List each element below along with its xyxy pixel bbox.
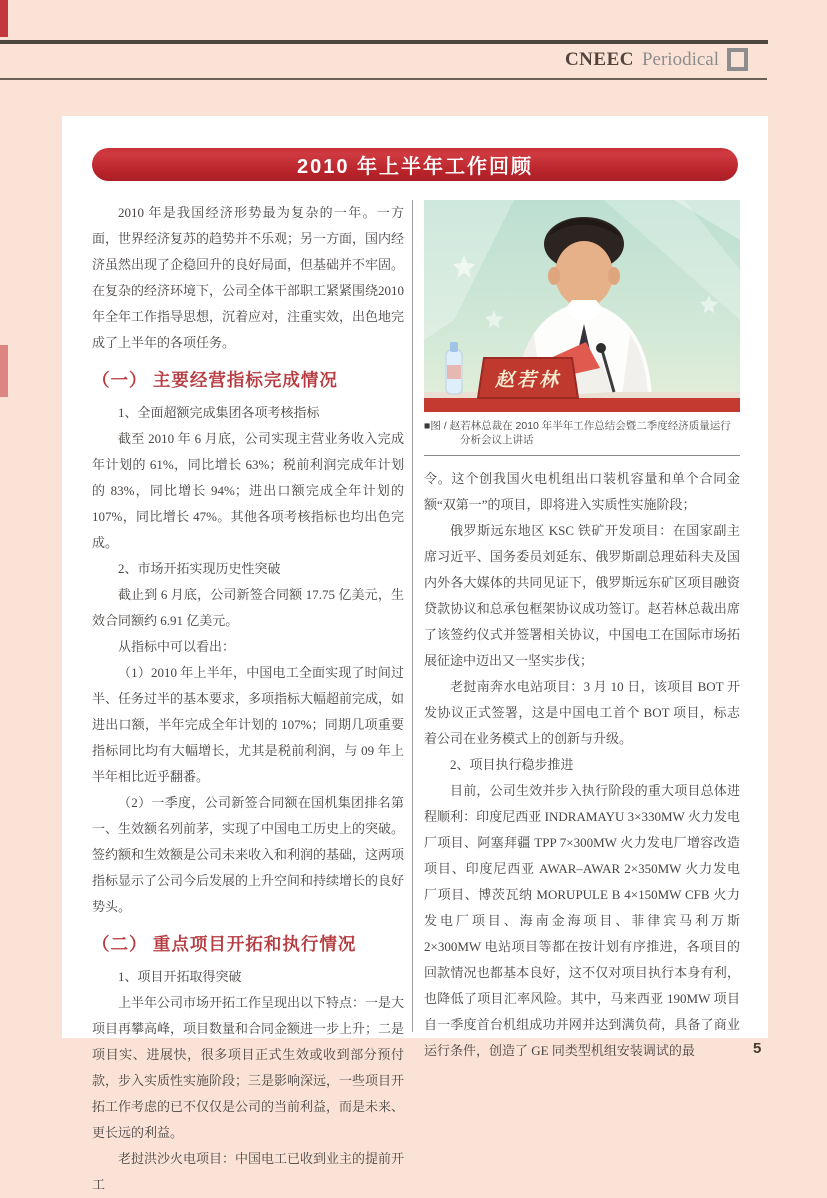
header-rule-thin xyxy=(0,78,767,80)
right-column xyxy=(424,200,740,1064)
brand-square-icon xyxy=(727,48,748,71)
brand-cneec: CNEEC xyxy=(564,48,634,70)
left-column xyxy=(92,200,404,1198)
article-title-banner: 2010 年上半年工作回顾 xyxy=(92,148,738,181)
page-number: 5 xyxy=(753,1040,762,1057)
section-2-paragraph-1: 上半年公司市场开拓工作呈现出以下特点：一是大项目再攀高峰，项目数量和合同金额进一步上升；二是项目实、进展快，很多项目正式生效或收到部分预付款，步入实质性实施阶段；三是影响深远，一些项目开拓工作考虑的已不仅仅是公司的当前利益，而是未来、更长远的利益。 xyxy=(92,995,405,1140)
right-paragraph-2: 俄罗斯远东地区 KSC 铁矿开发项目：在国家副主席习近平、国务委员刘延东、俄罗斯副总理茹科夫及国内外各大媒体的共同见证下，俄罗斯远东矿区项目融资贷款协议和总承包框架协议成功签订。赵若林总裁出席了该签约仪式并签署相关协议，中国电工在国际市场拓展征途中迈出又一坚实步伐； xyxy=(424,523,740,668)
brand-periodical: Periodical xyxy=(641,48,719,70)
column-divider xyxy=(412,200,413,1032)
photo-caption-text: 图 / 赵若林总裁在 2010 年半年工作总结会暨二季度经济质量运行分析会议上讲话 xyxy=(430,420,731,446)
section-1-paragraph-2: 截止到 6 月底，公司新签合同额 17.75 亿美元，生效合同额约 6.91 亿美元。 xyxy=(92,587,404,628)
header-brand xyxy=(0,48,748,71)
intro-paragraph: 2010 年是我国经济形势最为复杂的一年。一方面，世界经济复苏的趋势并不乐观；另一方面，国内经济虽然出现了企稳回升的良好局面，但基础并不牢固。在复杂的经济环境下，公司全体干部职工紧紧围绕2010 年全年工作指导思想，沉着应对，注重实效，出色地完成了上半年的各项任务。 xyxy=(92,205,405,350)
photo-caption xyxy=(424,419,740,447)
section-1-paragraph-5: （2）一季度，公司新签合同额在国机集团排名第一、生效额名列前茅，实现了中国电工历史上的突破。签约额和生效额是公司未来收入和利润的基础，这两项指标显示了公司今后发展的上升空间和持续增长的良好势头。 xyxy=(92,795,405,914)
right-paragraph-3: 老挝南奔水电站项目：3 月 10 日，该项目 BOT 开发协议正式签署，这是中国电工首个 BOT 项目，标志着公司在业务模式上的创新与升级。 xyxy=(424,679,740,746)
section-2-item-1: 1、项目开拓取得突破 xyxy=(118,969,242,984)
caption-divider-rule xyxy=(424,455,740,456)
left-edge-red-bar-top xyxy=(0,0,8,37)
right-paragraph-4: 目前，公司生效并步入执行阶段的重大项目总体进程顺利：印度尼西亚 INDRAMAYU 3×330MW 火力发电厂项目、阿塞拜疆 TPP 7×300MW 火力发电厂增容改造项目、印度尼西亚 AWAR–AWAR 2×350MW 火力发电厂项目、博茨瓦纳 MORUPULE B 4×150MW CFB 火力发电厂项目、海南金海项目、菲律宾马利万斯 2×300MW 电站项目等都在按计划有序推进，各项目的回款情况也都基本良好，这不仅对项目执行本身有利，也降低了项目汇率风险。其中，马来西亚 190MW 项目自一季度首台机组成功并网并达到满负荷，具备了商业运行条件，创造了 GE 同类型机组安装调试的最 xyxy=(424,783,740,1058)
left-edge-red-bar-middle xyxy=(0,345,8,397)
section-1-paragraph-4: （1）2010 年上半年，中国电工全面实现了时间过半、任务过半的基本要求，多项指标大幅超前完成，如进出口额，半年完成全年计划的 107%；同期几项重要指标同比均有大幅增长，尤其是税前利润，与 09 年上半年相比近乎翻番。 xyxy=(92,665,405,784)
right-paragraph-1: 令。这个创我国火电机组出口装机容量和单个合同金额“双第一”的项目，即将进入实质性实施阶段； xyxy=(424,471,740,512)
red-tablecloth xyxy=(424,398,740,412)
section-1-item-2: 2、市场开拓实现历史性突破 xyxy=(118,561,281,576)
caption-square-marker: ■ xyxy=(424,420,431,432)
section-1-paragraph-3: 从指标中可以看出： xyxy=(118,639,236,654)
section-1-item-1: 1、全面超额完成集团各项考核指标 xyxy=(118,405,320,420)
section-2-paragraph-2: 老挝洪沙火电项目：中国电工已收到业主的提前开工 xyxy=(92,1151,405,1192)
section-1-paragraph-1: 截至 2010 年 6 月底，公司实现主营业务收入完成年计划的 61%，同比增长 63%；税前利润完成年计划的 83%，同比增长 94%；进出口额完成全年计划的 107%，同比增长 47%。其他各项考核指标也均出色完成。 xyxy=(92,431,404,550)
header-rule-thick xyxy=(0,40,768,44)
section-2-heading: （二） 重点项目开拓和执行情况 xyxy=(92,934,357,954)
right-item-1: 2、项目执行稳步推进 xyxy=(450,757,574,772)
name-plate-text: 赵若林 xyxy=(494,370,562,391)
article-sheet xyxy=(62,116,768,1192)
conference-photo xyxy=(424,200,740,412)
name-plate xyxy=(478,358,578,398)
section-1-heading: （一） 主要经营指标完成情况 xyxy=(92,370,338,390)
